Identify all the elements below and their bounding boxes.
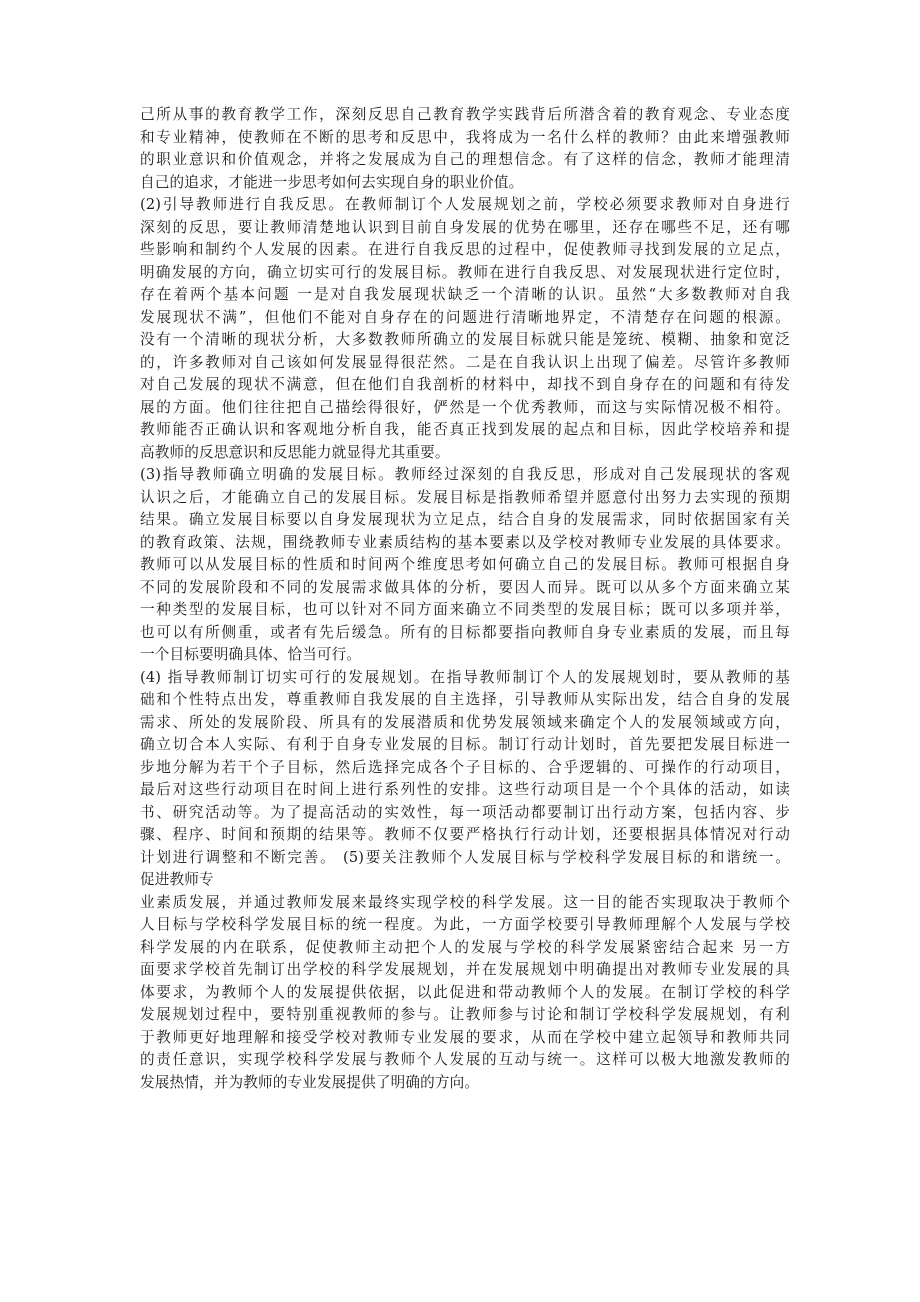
text-line: 深刻的反思，要让教师清楚地认识到目前自身发展的优势在哪里，还存在哪些不足，还有哪	[140, 218, 790, 236]
text-line: 人目标与学校科学发展目标的统一程度。为此，一方面学校要引导教师理解个人发展与学校	[140, 916, 790, 933]
text-line: 也可以有所侧重，或者有先后缓急。所有的目标都要指向教师自身专业素质的发展，而且每	[140, 623, 790, 641]
text-line: 最后对这些行动项目在时间上进行系列性的安排。这些行动项目是一个个具体的活动，如读	[140, 781, 790, 798]
text-line: 科学发展的内在联系，促使教师主动把个人的发展与学校的科学发展紧密结合起来 另一方	[140, 938, 790, 956]
text-line: 于教师更好地理解和接受学校对教师专业发展的要求，从而在学校中建立起领导和教师共同	[140, 1028, 790, 1046]
text-line: 没有一个清晰的现状分析，大多数教师所确立的发展目标就只能是笼统、模糊、抽象和宽泛	[140, 331, 790, 348]
text-line: 己所从事的教育教学工作，深刻反思自己教育教学实践背后所潜含着的教育观念、专业态度	[140, 106, 790, 123]
document-body	[140, 104, 790, 1094]
text-line: 存在着两个基本问题 一是对自我发展现状缺乏一个清晰的认识。虽然“大多数教师对自我	[140, 286, 790, 303]
text-line: 需求、所处的发展阶段、所具有的发展潜质和优势发展领域来确定个人的发展领域或方向，	[140, 713, 790, 731]
text-line: 不同的发展阶段和不同的发展需求做具体的分析，要因人而异。既可以从多个方面来确立某	[140, 578, 790, 596]
text-line: 结果。确立发展目标要以自身发展现状为立足点，结合自身的发展需求，同时依据国家有关	[140, 511, 790, 528]
text-line: 对自己发展的现状不满意，但在他们自我剖析的材料中，却找不到自身存在的问题和有待发	[140, 376, 790, 393]
text-line: 的职业意识和价值观念，并将之发展成为自己的理想信念。有了这样的信念，教师才能理清	[140, 151, 790, 168]
text-line: 一个目标要明确具体、恰当可行。	[140, 646, 362, 663]
text-line: 步地分解为若干个子目标，然后选择完成各个子目标的、合乎逻辑的、可操作的行动项目，	[140, 758, 790, 776]
text-line: 发展规划过程中，要特别重视教师的参与。让教师参与讨论和制订学校科学发展规划，有利	[140, 1006, 790, 1023]
text-line: 些影响和制约个人发展的因素。在进行自我反思的过程中，促使教师寻找到发展的立足点，	[140, 241, 790, 258]
text-line: 的教育政策、法规，围绕教师专业素质结构的基本要素以及学校对教师专业发展的具体要求。	[140, 533, 790, 551]
text-line: 高教师的反思意识和反思能力就显得尤其重要。	[140, 443, 450, 461]
text-line: 明确发展的方向，确立切实可行的发展目标。教师在进行自我反思、对发展现状进行定位时，	[140, 263, 790, 281]
text-line: 教师可以从发展目标的性质和时间两个维度思考如何确立自己的发展目标。教师可根据自身	[140, 556, 790, 573]
text-line: 的，许多教师对自己该如何发展显得很茫然。二是在自我认识上出现了偏差。尽管许多教师	[140, 353, 790, 371]
text-line: 础和个性特点出发，尊重教师自我发展的自主选择，引导教师从实际出发，结合自身的发展	[140, 691, 790, 708]
text-line: (3)指导教师确立明确的发展目标。教师经过深刻的自我反思，形成对自己发展现状的客观	[140, 466, 790, 483]
text-line: 业素质发展，并通过教师发展来最终实现学校的科学发展。这一目的能否实现取决于教师个	[140, 893, 790, 911]
text-line: 和专业精神，使教师在不断的思考和反思中，我将成为一名什么样的教师？由此来增强教师	[140, 128, 790, 146]
text-line: 展的方面。他们往往把自己描绘得很好，俨然是一个优秀教师，而这与实际情况极不相符。	[140, 398, 790, 416]
text-line: 确立切合本人实际、有利于自身专业发展的目标。制订行动计划时，首先要把发展目标进一	[140, 736, 790, 753]
text-line: 计划进行调整和不断完善。 (5)要关注教师个人发展目标与学校科学发展目标的和谐统一。	[140, 848, 790, 866]
text-line: 促进教师专	[140, 871, 214, 888]
text-line: 发展热情，并为教师的专业发展提供了明确的方向。	[140, 1073, 480, 1091]
text-line: 书、研究活动等。为了提高活动的实效性，每一项活动都要制订出行动方案，包括内容、步	[140, 803, 790, 821]
text-line: (2)引导教师进行自我反思。在教师制订个人发展规划之前，学校必须要求教师对自身进行	[140, 196, 790, 213]
text-line: 骤、程序、时间和预期的结果等。教师不仅要严格执行行动计划，还要根据具体情况对行动	[140, 826, 790, 843]
text-line: 体要求，为教师个人的发展提供依据，以此促进和带动教师个人的发展。在制订学校的科学	[140, 983, 790, 1001]
text-line: 自己的追求，才能进一步思考如何去实现自身的职业价值。	[140, 173, 524, 191]
text-line: (4) 指导教师制订切实可行的发展规划。在指导教师制订个人的发展规划时，要从教师的基	[140, 668, 790, 686]
text-line: 发展现状不满”，但他们不能对自身存在的问题进行清晰地界定，不清楚存在问题的根源。	[140, 308, 790, 326]
text-line: 教师能否正确认识和客观地分析自我，能否真正找到发展的起点和目标，因此学校培养和提	[140, 421, 790, 438]
text-line: 一种类型的发展目标，也可以针对不同方面来确立不同类型的发展目标；既可以多项并举，	[140, 601, 790, 618]
text-line: 面要求学校首先制订出学校的科学发展规划，并在发展规划中明确提出对教师专业发展的具	[140, 961, 790, 978]
text-line: 的责任意识，实现学校科学发展与教师个人发展的互动与统一。这样可以极大地激发教师的	[140, 1051, 790, 1068]
text-line: 认识之后，才能确立自己的发展目标。发展目标是指教师希望并愿意付出努力去实现的预期	[140, 488, 790, 506]
